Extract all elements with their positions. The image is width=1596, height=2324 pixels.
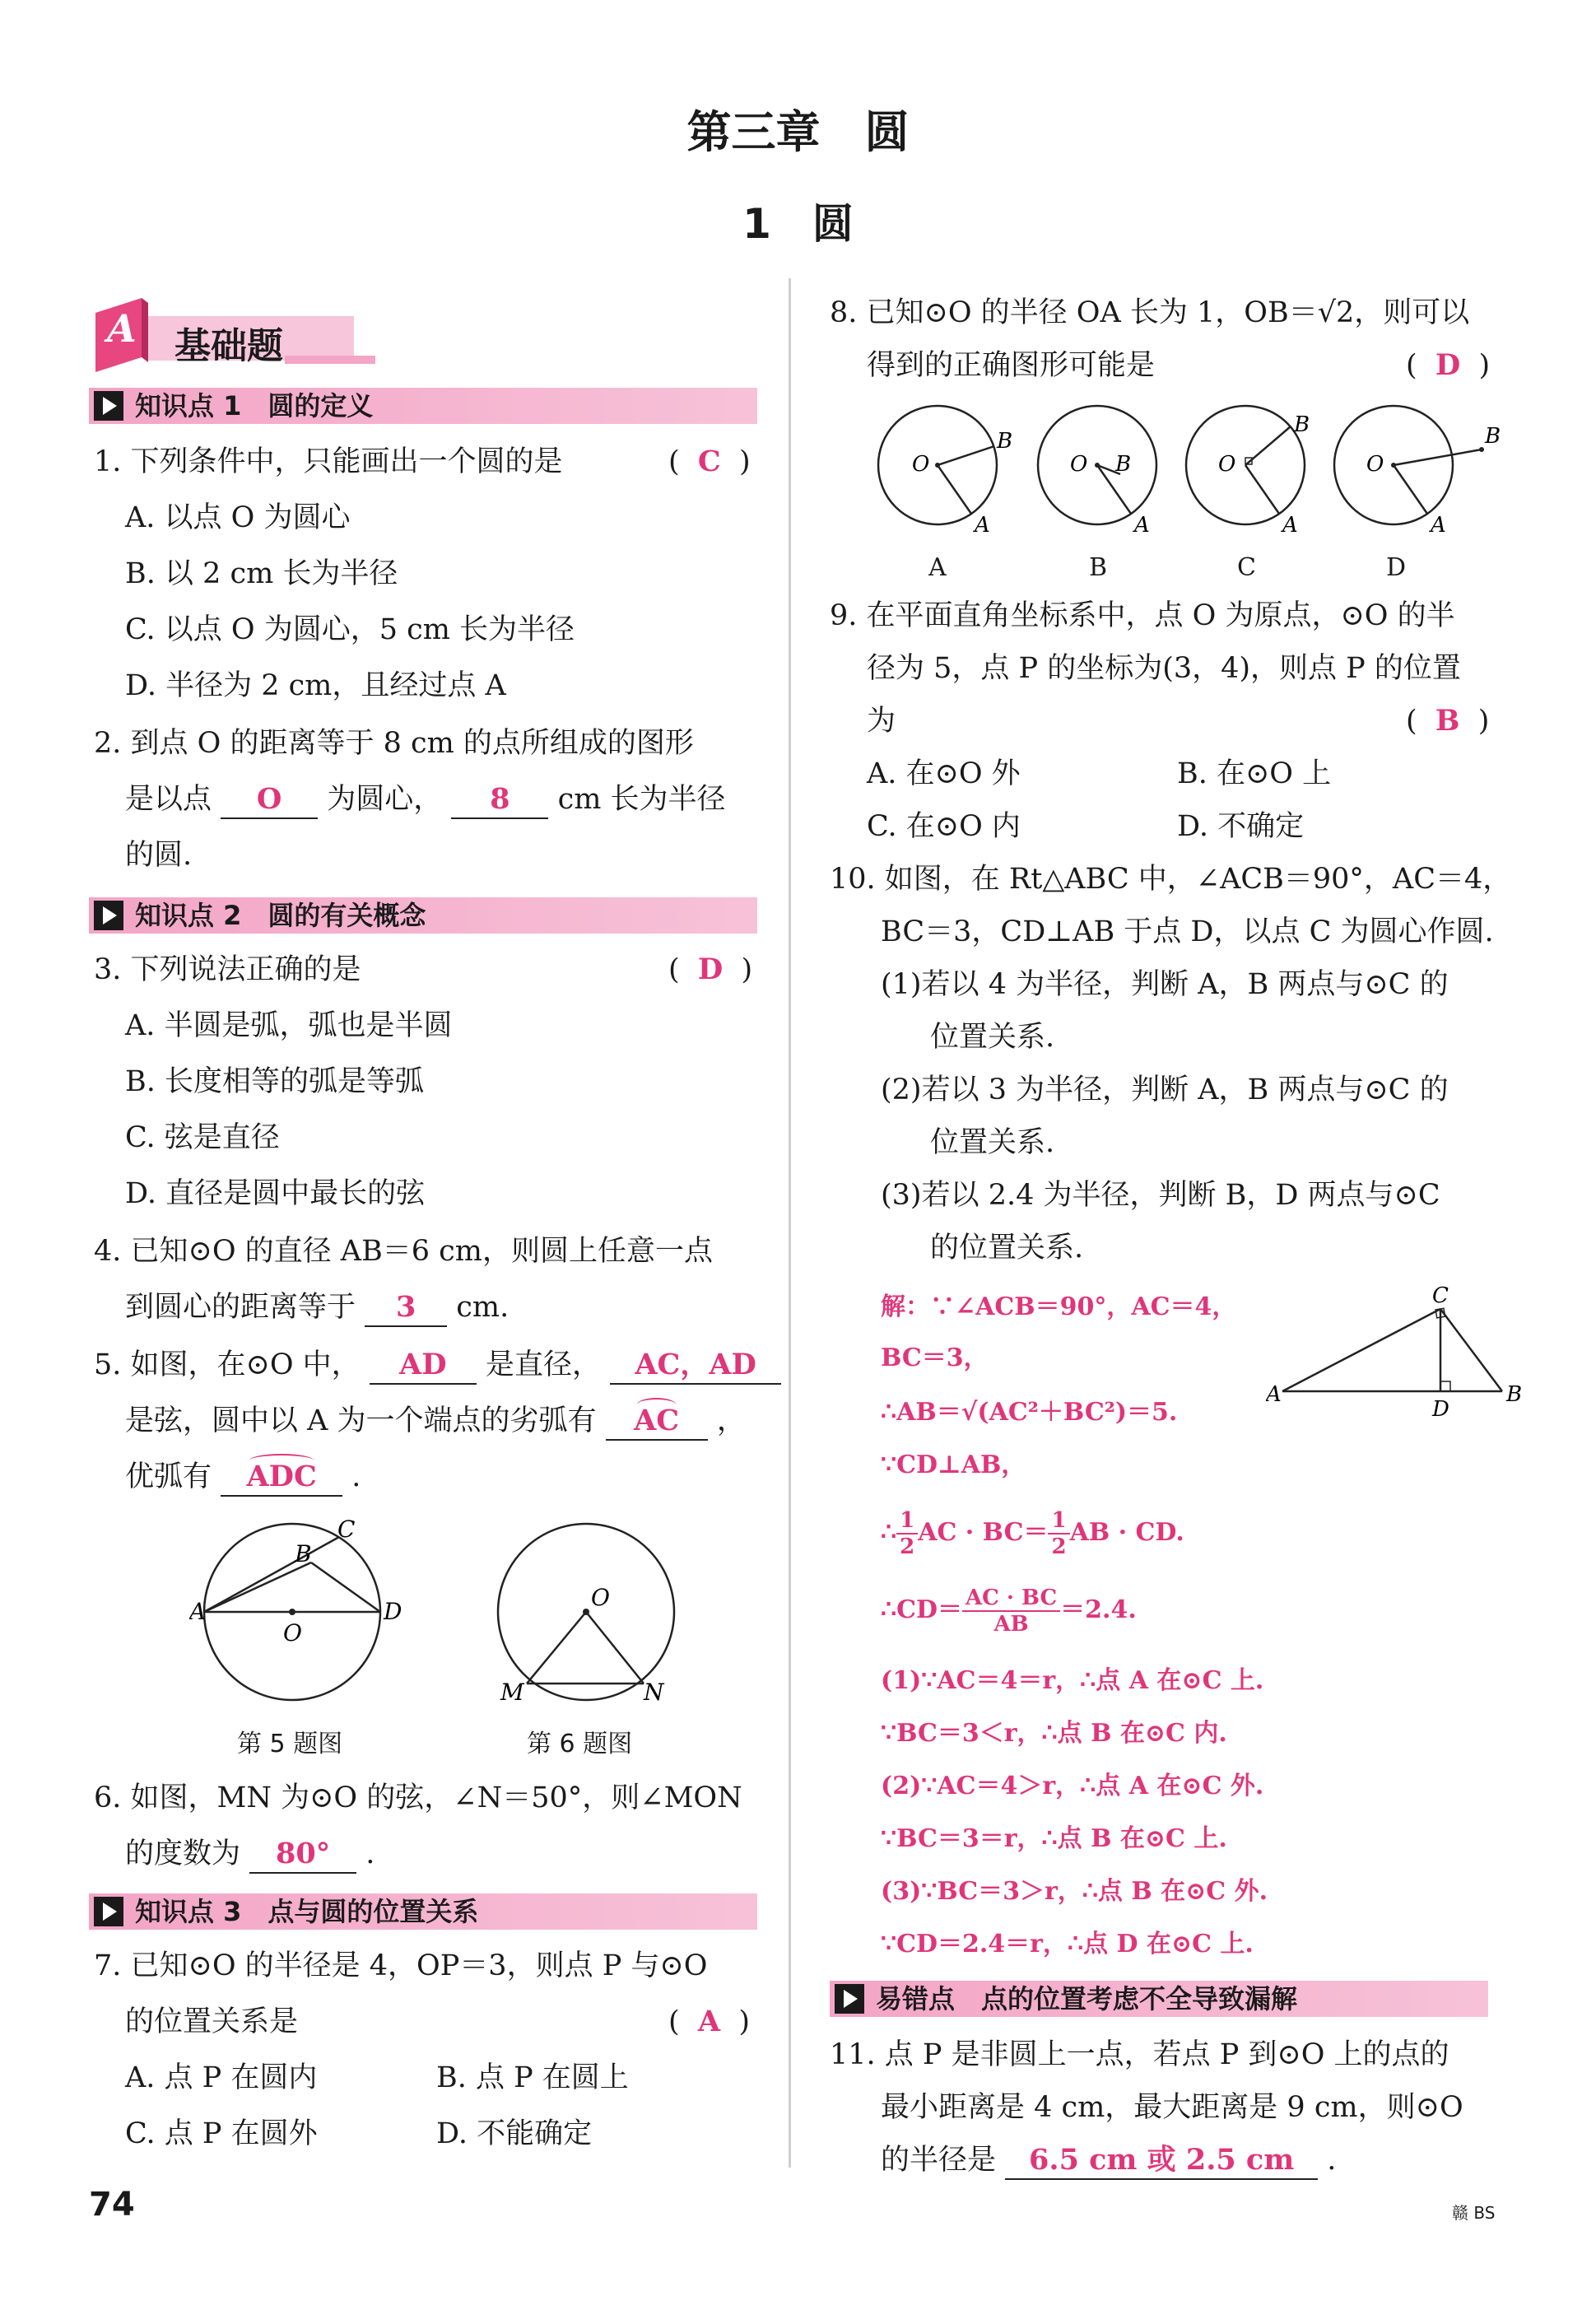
play-icon [94, 1897, 123, 1926]
q10-solution-5-pre: ∴ [881, 1518, 897, 1547]
q2-line1: 2. 到点 O 的距离等于 8 cm 的点所组成的图形 [94, 727, 694, 760]
q10-part1-b: 位置关系. [930, 1021, 1055, 1054]
q9-line1: 9. 在平面直角坐标系中，点 O 为原点，⊙O 的半 [830, 599, 1455, 632]
q11-line1: 11. 点 P 是非圆上一点，若点 P 到⊙O 上的点的 [830, 2038, 1449, 2071]
q3-option-c: C. 弦是直径 [125, 1121, 280, 1154]
q4-line2 [125, 1286, 509, 1329]
q10-solution-3: ∴AB＝√(AC²＋BC²)＝5. [881, 1398, 1178, 1427]
q3-option-d: D. 直径是圆中最长的弦 [125, 1177, 426, 1210]
q1-option-b: B. 以 2 cm 长为半径 [125, 557, 398, 590]
knowledge-point-error-prone [830, 1981, 1488, 2017]
q10-part1-a: (1)若以 4 为半径，判断 A，B 两点与⊙C 的 [881, 968, 1449, 1001]
q1-answer: C [697, 445, 721, 478]
half-fraction-2-den: 2 [1051, 1535, 1067, 1559]
q10-part3-a: (3)若以 2.4 为半径，判断 B，D 两点与⊙C [881, 1179, 1440, 1212]
knowledge-point-1-label: 知识点 1 圆的定义 [135, 390, 374, 421]
q10-solution-5-a: AC · BC＝ [918, 1518, 1049, 1547]
cd-fraction-num: AC · BC [962, 1586, 1060, 1612]
q6-post: . [365, 1837, 375, 1870]
q10-part2-a: (2)若以 3 为半径，判断 A，B 两点与⊙C 的 [881, 1074, 1449, 1106]
svg-text:O: O [912, 452, 930, 477]
q3-stem: 3. 下列说法正确的是 [94, 953, 361, 986]
fig6-label-m: M [500, 1679, 524, 1706]
q10-solution-6 [881, 1586, 1137, 1637]
q2-pre: 是以点 [125, 783, 212, 816]
q5-line1 [94, 1344, 781, 1386]
q1-option-c: C. 以点 O 为圆心，5 cm 长为半径 [125, 613, 575, 646]
q7-option-d: D. 不能确定 [436, 2117, 593, 2150]
q5-blank-2: AC，AD [610, 1347, 781, 1385]
q11-line3 [881, 2139, 1336, 2182]
q7-answer: A [697, 2005, 721, 2038]
q5-line3 [125, 1455, 361, 1498]
page-number: 74 [89, 2186, 135, 2224]
figure-6 [487, 1519, 685, 1708]
q8-line1 [830, 291, 1469, 334]
q11-line2: 最小距离是 4 cm，最大距离是 9 cm，则⊙O [881, 2091, 1463, 2124]
q9-line3: 为 [867, 705, 896, 738]
q2-line2 [125, 778, 726, 821]
fig5-label-b: B [295, 1540, 312, 1567]
q10-solution-10: ∵BC＝3＝r，∴点 B 在⊙C 上. [881, 1824, 1227, 1853]
q10-solution-9: (2)∵AC＝4＞r，∴点 A 在⊙C 外. [881, 1772, 1264, 1800]
q3-answer-bracket: ( D ) [668, 952, 753, 986]
q7-option-b: B. 点 P 在圆上 [436, 2061, 629, 2094]
q9-line2: 径为 5，点 P 的坐标为(3，4)，则点 P 的位置 [867, 652, 1461, 685]
svg-text:A: A [1134, 513, 1150, 538]
svg-text:B: B [1485, 424, 1501, 449]
q10-solution-6-post: ＝2.4. [1060, 1595, 1137, 1624]
q8-figure-label-a: A [928, 553, 947, 582]
fig6-label-n: N [644, 1679, 664, 1706]
q10-part3-b: 的位置关系. [930, 1232, 1084, 1264]
svg-text:B: B [997, 429, 1013, 454]
q8-figure-a [878, 406, 1012, 538]
q8-line2: 得到的正确图形可能是 [867, 349, 1156, 382]
fig5-label-o: O [283, 1619, 302, 1646]
q8-answer: D [1435, 348, 1461, 382]
q9-option-d: D. 不确定 [1177, 810, 1305, 843]
q10-part2-b: 位置关系. [930, 1126, 1055, 1159]
q7-answer-bracket: ( A ) [668, 2005, 750, 2038]
q5-mid: 是直径， [485, 1348, 601, 1381]
q7-option-c: C. 点 P 在圆外 [125, 2117, 318, 2150]
q10-fig-label-d: D [1432, 1397, 1449, 1422]
q5-post2: ， [716, 1404, 746, 1437]
play-icon [94, 391, 123, 421]
q7-stem: 7. 已知⊙O 的半径是 4，OP＝3，则点 P 与⊙O [94, 1949, 708, 1982]
q10-line1: 10. 如图，在 Rt△ABC 中，∠ACB＝90°，AC＝4， [830, 863, 1512, 896]
svg-text:O: O [1366, 452, 1384, 477]
q10-line2: BC＝3，CD⊥AB 于点 D，以点 C 为圆心作圆. [881, 915, 1494, 948]
q8-line1b: ，则可以 [1354, 296, 1470, 329]
q3-answer: D [697, 952, 724, 986]
q2-line3: 的圆. [125, 839, 193, 872]
fig5-label-d: D [384, 1598, 402, 1625]
q10-fig-label-c: C [1432, 1284, 1449, 1308]
q5-line2 [125, 1400, 746, 1442]
q1-option-d: D. 半径为 2 cm，且经过点 A [125, 669, 506, 702]
section-badge [95, 298, 375, 372]
q10-figure [1266, 1284, 1529, 1424]
q5-blank-4-text: ADC [246, 1460, 317, 1493]
q1-answer-bracket: ( C ) [668, 445, 751, 478]
q2-mid: 为圆心， [327, 783, 443, 816]
chapter-title: 第三章 圆 [686, 106, 910, 158]
half-fraction-1-den: 2 [900, 1535, 915, 1559]
q2-blank-1: O [221, 781, 318, 819]
fig5-label-a: A [189, 1598, 207, 1625]
q8-figure-label-c: C [1237, 553, 1256, 582]
q10-fig-label-b: B [1506, 1382, 1523, 1407]
knowledge-point-2-label: 知识点 2 圆的有关概念 [135, 900, 426, 931]
cd-fraction [962, 1586, 1060, 1637]
knowledge-point-3-label: 知识点 3 点与圆的位置关系 [135, 1896, 479, 1927]
fig5-label-c: C [337, 1519, 356, 1543]
edition-mark: 赣 BS [1452, 2203, 1496, 2223]
q8-figure-c [1186, 406, 1310, 538]
q9-option-a: A. 在⊙O 外 [867, 757, 1021, 790]
q10-solution-7: (1)∵AC＝4＝r，∴点 A 在⊙C 上. [881, 1666, 1264, 1695]
q1-option-a: A. 以点 O 为圆心 [125, 501, 351, 534]
svg-text:O: O [1218, 452, 1236, 477]
q4-blank: 3 [365, 1289, 447, 1327]
q6-pre: 的度数为 [125, 1837, 241, 1870]
knowledge-point-3 [89, 1893, 757, 1930]
half-fraction-2 [1048, 1508, 1069, 1559]
q8-answer-bracket: ( D ) [1406, 348, 1491, 382]
q10-solution-8: ∵BC＝3＜r，∴点 B 在⊙C 内. [881, 1719, 1227, 1748]
half-fraction-2-num: 1 [1048, 1508, 1069, 1535]
play-icon [835, 1984, 864, 2014]
q10-solution-4: ∵CD⊥AB， [881, 1451, 1026, 1479]
q7-stem-2: 的位置关系是 [125, 2005, 299, 2038]
q4-post: cm. [456, 1291, 510, 1324]
q3-option-b: B. 长度相等的弧是等弧 [125, 1065, 424, 1098]
q1-stem: 1. 下列条件中，只能画出一个圆的是 [94, 445, 563, 478]
q6-line1: 6. 如图，MN 为⊙O 的弦，∠N＝50°，则∠MON [94, 1781, 742, 1814]
svg-text:O: O [1070, 452, 1088, 477]
q10-solution-5 [881, 1508, 1184, 1559]
q10-solution-12: ∵CD＝2.4＝r，∴点 D 在⊙C 上. [881, 1930, 1254, 1958]
badge-letter: A [107, 306, 137, 351]
q10-solution-1: 解：∵∠ACB＝90°，AC＝4， [881, 1292, 1237, 1321]
section-title: 1 圆 [742, 200, 854, 248]
cd-fraction-den: AB [993, 1612, 1029, 1637]
svg-text:A: A [975, 513, 990, 538]
q9-answer-bracket: ( B ) [1406, 704, 1490, 738]
svg-text:A: A [1431, 513, 1446, 538]
column-divider [789, 278, 791, 2168]
knowledge-point-1 [89, 388, 757, 424]
q5-pre: 5. 如图，在⊙O 中， [94, 1348, 361, 1381]
q2-post: cm 长为半径 [557, 783, 726, 816]
figure-5-caption: 第 5 题图 [237, 1730, 343, 1758]
q7-option-a: A. 点 P 在圆内 [125, 2061, 318, 2094]
q3-option-a: A. 半圆是弧，弧也是半圆 [125, 1009, 453, 1042]
svg-text:B: B [1294, 412, 1310, 437]
q4-pre: 到圆心的距离等于 [125, 1291, 356, 1324]
q2-blank-2: 8 [451, 781, 548, 819]
q4-line1: 4. 已知⊙O 的直径 AB＝6 cm，则圆上任意一点 [94, 1235, 713, 1268]
q10-solution-6-pre: ∴CD＝ [881, 1595, 962, 1624]
q8-figure-d [1334, 406, 1501, 538]
knowledge-point-2 [89, 897, 757, 934]
q9-option-b: B. 在⊙O 上 [1177, 757, 1332, 790]
q5-blank-1: AD [370, 1347, 477, 1385]
q8-figure-b [1038, 406, 1156, 538]
q10-fig-label-a: A [1266, 1382, 1282, 1407]
q6-blank: 80° [249, 1836, 356, 1874]
q11-blank: 6.5 cm 或 2.5 cm [1005, 2142, 1318, 2180]
knowledge-point-error-prone-label: 易错点 点的位置考虑不全导致漏解 [876, 1983, 1298, 2014]
q11-post: . [1327, 2144, 1337, 2177]
q8-figure-label-b: B [1089, 553, 1108, 582]
q6-line2 [125, 1833, 375, 1875]
half-fraction-1-num: 1 [896, 1508, 918, 1535]
q5-post3: . [351, 1460, 361, 1493]
q5-blank-3-text: AC [634, 1404, 680, 1437]
figure-6-caption: 第 6 题图 [527, 1730, 633, 1758]
half-fraction-1 [896, 1508, 918, 1559]
q8-sqrt: √2 [1317, 296, 1355, 329]
q8-line1-text: 8. 已知⊙O 的半径 OA 长为 1，OB＝ [830, 296, 1318, 329]
q11-pre: 的半径是 [881, 2144, 997, 2177]
play-icon [94, 901, 123, 930]
q10-solution-5-b: AB · CD. [1069, 1518, 1184, 1547]
svg-text:A: A [1282, 513, 1298, 538]
q10-solution-2: BC＝3， [881, 1344, 989, 1372]
svg-text:B: B [1115, 452, 1132, 477]
figure-5 [189, 1519, 436, 1708]
q10-solution-11: (3)∵BC＝3＞r，∴点 B 在⊙C 外. [881, 1877, 1268, 1906]
q5-blank-4 [221, 1459, 342, 1497]
q8-figures [805, 403, 1513, 543]
q5-blank-3 [606, 1403, 708, 1441]
fig6-label-o: O [591, 1584, 610, 1611]
q9-answer: B [1435, 704, 1460, 738]
q5-pre2: 是弦，圆中以 A 为一个端点的劣弧有 [125, 1404, 597, 1437]
q8-figure-label-d: D [1386, 553, 1407, 582]
q5-pre3: 优弧有 [125, 1460, 212, 1493]
q9-option-c: C. 在⊙O 内 [867, 810, 1021, 843]
badge-label: 基础题 [174, 325, 283, 367]
